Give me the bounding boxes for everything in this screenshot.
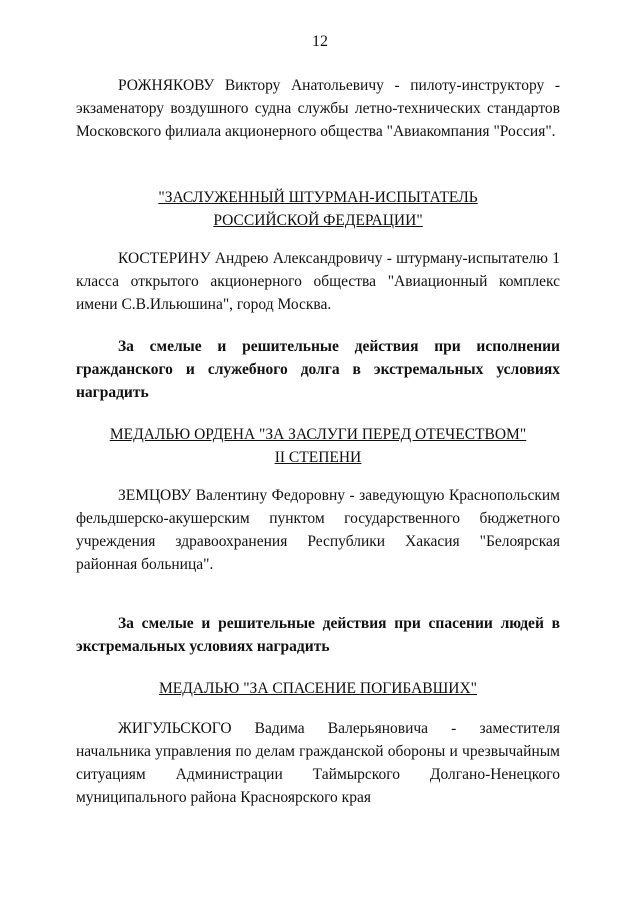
award-heading-rescue-medal (76, 677, 560, 700)
award-entry-zhigulsky (76, 717, 560, 809)
award-heading-honored-navigator (76, 186, 560, 232)
decree-text-rescue: За смелые и решительные действия при спасении людей в экстремальных условиях наградить (76, 615, 560, 655)
award-entry-zemtsova (76, 484, 560, 576)
paragraph-zhigulsky: ЖИГУЛЬСКОГО Вадима Валерьяновича - заместителя начальника управления по делам гражданской обороны и чрезвычайным ситуациям Администрации Таймырского Долгано-Ненецкого муниципального района Красноярского края (76, 720, 560, 806)
award-heading-order-merit-medal (76, 423, 560, 469)
heading-line-1: МЕДАЛЬЮ ОРДЕНА "ЗА ЗАСЛУГИ ПЕРЕД ОТЕЧЕСТВОМ" (109, 426, 527, 443)
award-entry-rozhnyakov (76, 74, 560, 143)
heading-line-2: II СТЕПЕНИ (274, 449, 362, 466)
decree-text-civic-duty: За смелые и решительные действия при исполнении гражданского и служебного долга в экстремальных условиях наградить (76, 338, 560, 401)
paragraph-zemtsova: ЗЕМЦОВУ Валентину Федоровну - заведующую Краснопольским фельдшерско-акушерским пунктом государственного бюджетного учреждения здравоохранения Республики Хакасия "Белоярская районная больница". (76, 487, 560, 573)
award-decree-bold-1 (76, 335, 560, 404)
paragraph-rozhnyakov: РОЖНЯКОВУ Виктору Анатольевичу - пилоту-инструктору - экзаменатору воздушного судна службы летно-технических стандартов Московского филиала акционерного общества "Авиакомпания "Россия". (76, 77, 560, 140)
heading-line-1: "ЗАСЛУЖЕННЫЙ ШТУРМАН-ИСПЫТАТЕЛЬ (158, 189, 478, 206)
heading-line-1: МЕДАЛЬЮ "ЗА СПАСЕНИЕ ПОГИБАВШИХ" (158, 680, 477, 697)
heading-line-2: РОССИЙСКОЙ ФЕДЕРАЦИИ" (213, 212, 423, 229)
award-entry-kosterin (76, 247, 560, 316)
award-decree-bold-2 (76, 612, 560, 658)
page-number: 12 (312, 33, 328, 50)
paragraph-kosterin: КОСТЕРИНУ Андрею Александровичу - штурману-испытателю 1 класса открытого акционерного общества "Авиационный комплекс имени С.В.Ильюшина", город Москва. (76, 250, 560, 313)
